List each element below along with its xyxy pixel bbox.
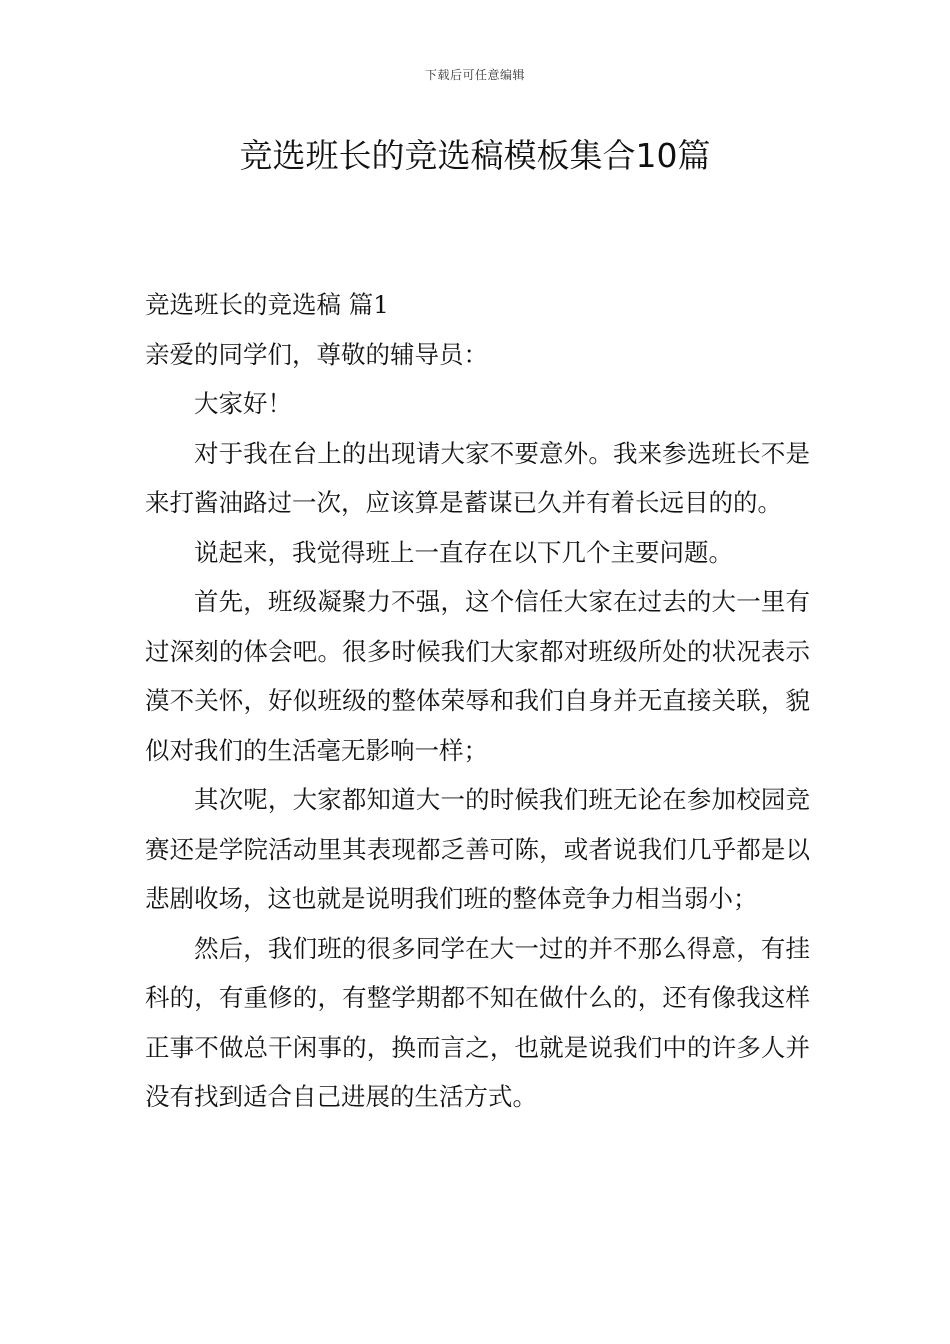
paragraph: 说起来，我觉得班上一直存在以下几个主要问题。: [194, 537, 733, 567]
paragraph: 对于我在台上的出现请大家不要意外。我来参选班长不是来打酱油路过一次，应该算是蓄谋已久并有着长远目的的。: [145, 438, 810, 517]
header-note: 下载后可任意编辑: [424, 68, 525, 82]
paragraph: 首先，班级凝聚力不强，这个信任大家在过去的大一里有过深刻的体会吧。很多时候我们大家都对班级所处的状况表示漠不关怀，好似班级的整体荣辱和我们自身并无直接关联，貌似对我们的生活毫无影响一样；: [145, 587, 810, 765]
salutation: 亲爱的同学们，尊敬的辅导员：: [145, 339, 488, 369]
paragraph: 然后，我们班的很多同学在大一过的并不那么得意，有挂科的，有重修的，有整学期都不知在做什么的，还有像我这样正事不做总干闲事的，换而言之，也就是说我们中的许多人并没有找到适合自己进展的生活方式。: [145, 933, 810, 1111]
section-heading: 竞选班长的竞选稿 篇1: [145, 290, 389, 319]
document-title: 竞选班长的竞选稿模板集合10篇: [239, 136, 711, 175]
paragraph: 其次呢，大家都知道大一的时候我们班无论在参加校园竞赛还是学院活动里其表现都乏善可陈，或者说我们几乎都是以悲剧收场，这也就是说明我们班的整体竞争力相当弱小；: [145, 785, 810, 913]
paragraph-greeting: 大家好！: [194, 389, 292, 418]
document-body: [145, 280, 810, 1122]
